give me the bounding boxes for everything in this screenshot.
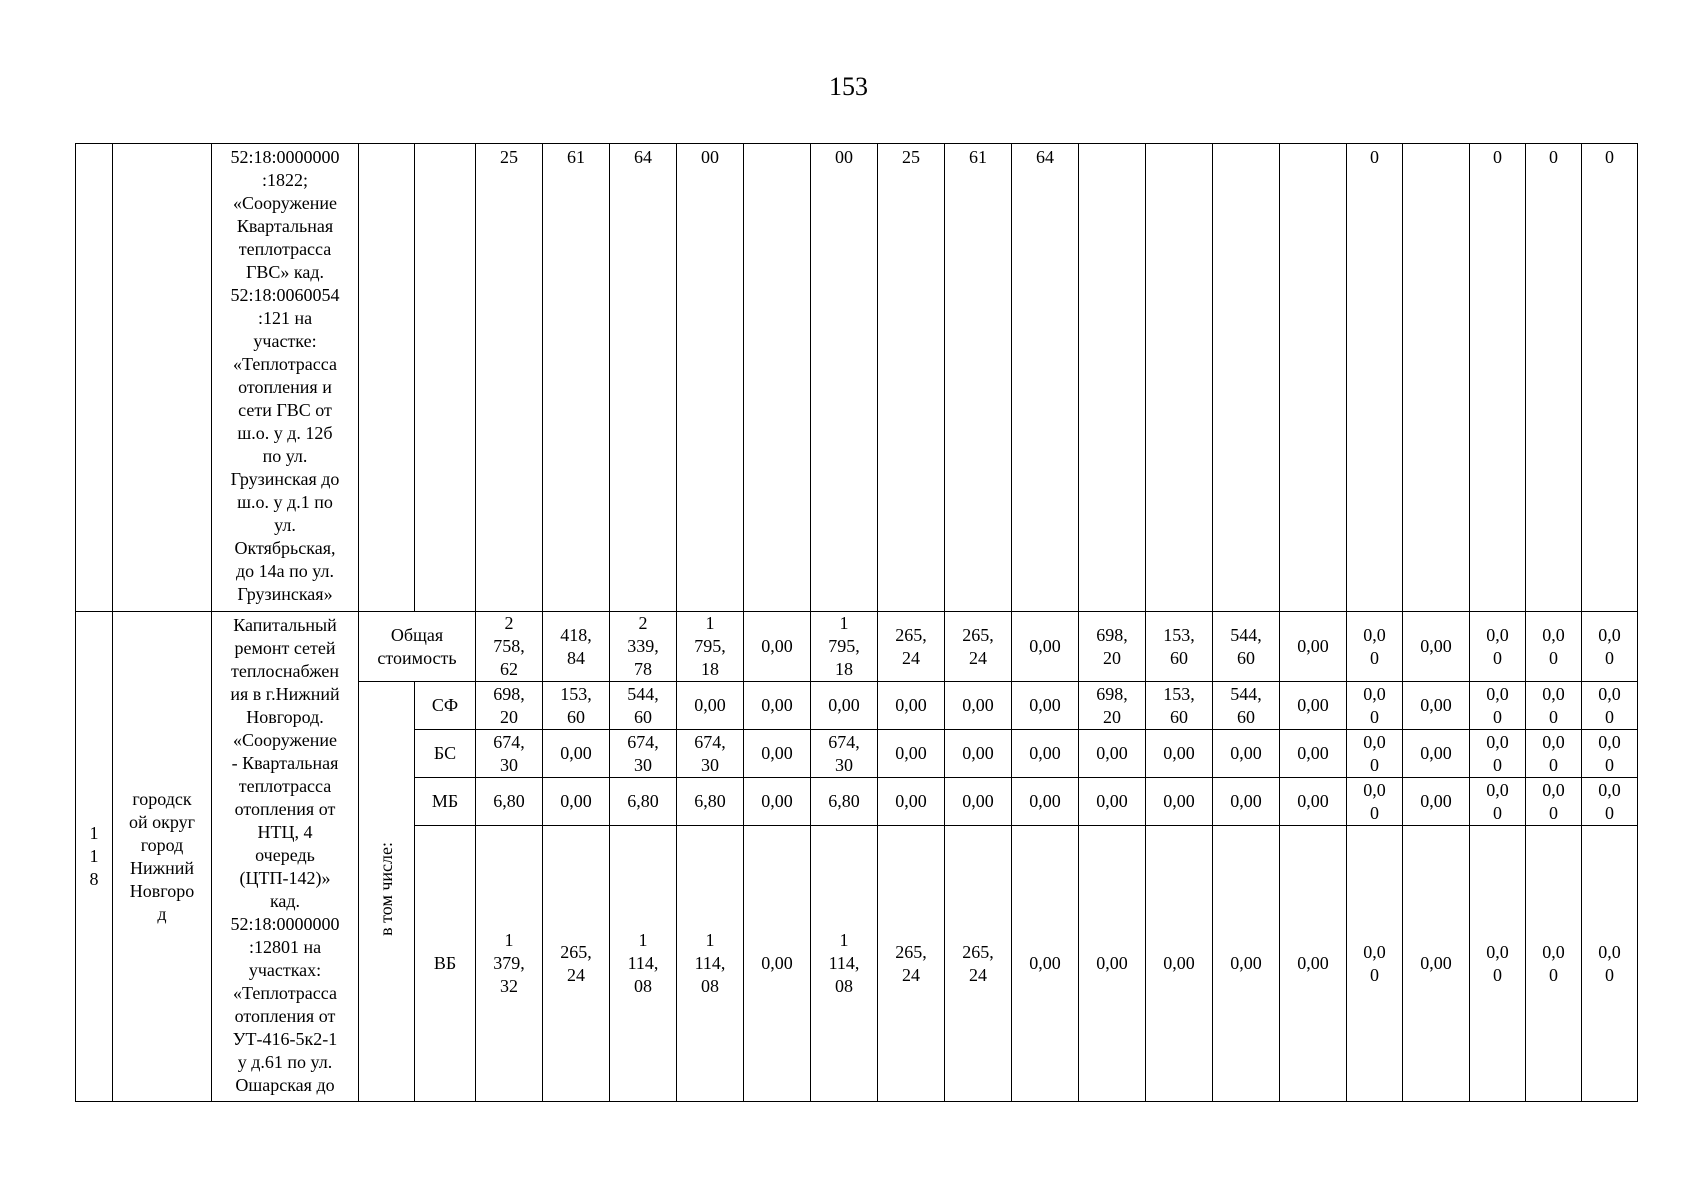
- value-cell: 0,0 0: [1347, 682, 1403, 730]
- value-cell: 64: [1012, 144, 1079, 612]
- value-cell: 0,00: [1079, 826, 1146, 1102]
- value-cell: 265, 24: [945, 612, 1012, 682]
- value-cell: 0,00: [1213, 778, 1280, 826]
- value-cell: 6,80: [476, 778, 543, 826]
- value-cell: 698, 20: [1079, 612, 1146, 682]
- value-cell: 1 114, 08: [610, 826, 677, 1102]
- source-code-cell: ВБ: [415, 826, 476, 1102]
- municipality-cell: [113, 144, 212, 612]
- value-cell: 698, 20: [476, 682, 543, 730]
- value-cell: 25: [476, 144, 543, 612]
- value-cell: 0,00: [744, 826, 811, 1102]
- value-cell: [1280, 144, 1347, 612]
- value-cell: 0,0 0: [1470, 778, 1526, 826]
- value-cell: 0,0 0: [1582, 682, 1638, 730]
- value-cell: 61: [543, 144, 610, 612]
- value-cell: 0,0 0: [1582, 612, 1638, 682]
- value-cell: 0,00: [1403, 826, 1470, 1102]
- value-cell: 0,00: [543, 730, 610, 778]
- value-cell: 0,0 0: [1347, 612, 1403, 682]
- value-cell: 0,00: [1146, 778, 1213, 826]
- value-cell: 0,00: [811, 682, 878, 730]
- value-cell: 0,00: [878, 778, 945, 826]
- value-cell: 0,00: [1403, 612, 1470, 682]
- value-cell: 0,00: [1213, 730, 1280, 778]
- value-cell: 0,0 0: [1582, 730, 1638, 778]
- description-cell: Капитальный ремонт сетей теплоснабжен ия в г.Нижний Новгород. «Сооружение - Квартальная теплотрасса отопления от НТЦ, 4 очередь (ЦТП-142)» кад. 52:18:0000000 :12801 на участках: «Теплотрасса отопления от УТ-416-5к2-1 у д.61 по ул. Ошарская до: [212, 612, 359, 1102]
- source-code-cell: МБ: [415, 778, 476, 826]
- value-cell: 1 114, 08: [811, 826, 878, 1102]
- value-cell: 0,00: [1403, 682, 1470, 730]
- value-cell: 0,00: [744, 612, 811, 682]
- value-cell: 0,0 0: [1470, 612, 1526, 682]
- value-cell: 1 114, 08: [677, 826, 744, 1102]
- value-cell: 0,0 0: [1470, 826, 1526, 1102]
- value-cell: 0,00: [878, 730, 945, 778]
- value-cell: 674, 30: [811, 730, 878, 778]
- value-cell: 0: [1582, 144, 1638, 612]
- municipality-cell: городск ой округ город Нижний Новгоро д: [113, 612, 212, 1102]
- value-cell: 265, 24: [945, 826, 1012, 1102]
- value-cell: 0,00: [945, 682, 1012, 730]
- value-cell: 0,00: [1146, 826, 1213, 1102]
- value-cell: [1213, 144, 1280, 612]
- value-cell: 6,80: [811, 778, 878, 826]
- value-cell: 0,0 0: [1347, 730, 1403, 778]
- value-cell: 0,0 0: [1470, 682, 1526, 730]
- value-cell: 1 795, 18: [811, 612, 878, 682]
- value-cell: 698, 20: [1079, 682, 1146, 730]
- value-cell: 0,00: [1079, 778, 1146, 826]
- including-label-cell: [359, 682, 415, 1102]
- total-label-cell: Общая стоимость: [359, 612, 476, 682]
- value-cell: 1 795, 18: [677, 612, 744, 682]
- value-cell: 0,00: [1403, 730, 1470, 778]
- table-row-total: [76, 612, 1638, 682]
- value-cell: 544, 60: [1213, 612, 1280, 682]
- value-cell: [1146, 144, 1213, 612]
- value-cell: 0,00: [1403, 778, 1470, 826]
- value-cell: 0,0 0: [1526, 682, 1582, 730]
- description-cell: 52:18:0000000 :1822; «Сооружение Квартальная теплотрасса ГВС» кад. 52:18:0060054 :121 на участке: «Теплотрасса отопления и сети ГВС от ш.о. у д. 12б по ул. Грузинская до ш.о. у д.1 по ул. Октябрьская, до 14а по ул. Грузинская»: [212, 144, 359, 612]
- value-cell: 0,00: [945, 730, 1012, 778]
- value-cell: 0,00: [1146, 730, 1213, 778]
- value-cell: 0,0 0: [1526, 612, 1582, 682]
- value-cell: [1079, 144, 1146, 612]
- value-cell: 0,00: [1012, 612, 1079, 682]
- value-cell: 674, 30: [677, 730, 744, 778]
- value-cell: 2 758, 62: [476, 612, 543, 682]
- number-cell: [76, 144, 113, 612]
- value-cell: 00: [677, 144, 744, 612]
- value-cell: 0,0 0: [1347, 778, 1403, 826]
- value-cell: 0,00: [677, 682, 744, 730]
- page-number: 153: [829, 72, 868, 101]
- label-cell: [359, 144, 415, 612]
- value-cell: 0,00: [1012, 778, 1079, 826]
- value-cell: 674, 30: [610, 730, 677, 778]
- value-cell: 0,0 0: [1526, 826, 1582, 1102]
- including-label: в том числе:: [376, 841, 396, 936]
- value-cell: 0,00: [1213, 826, 1280, 1102]
- value-cell: 153, 60: [1146, 612, 1213, 682]
- value-cell: 0,0 0: [1582, 826, 1638, 1102]
- value-cell: 6,80: [610, 778, 677, 826]
- value-cell: 153, 60: [1146, 682, 1213, 730]
- value-cell: 6,80: [677, 778, 744, 826]
- value-cell: 0,00: [744, 778, 811, 826]
- value-cell: 25: [878, 144, 945, 612]
- value-cell: 0,00: [543, 778, 610, 826]
- source-code-cell: СФ: [415, 682, 476, 730]
- financing-table: [75, 143, 1638, 1102]
- row-number-cell: 1 1 8: [76, 612, 113, 1102]
- value-cell: 0,00: [744, 730, 811, 778]
- value-cell: 0,00: [1280, 730, 1347, 778]
- value-cell: [1403, 144, 1470, 612]
- value-cell: 153, 60: [543, 682, 610, 730]
- value-cell: 265, 24: [878, 826, 945, 1102]
- value-cell: 00: [811, 144, 878, 612]
- value-cell: 0,00: [1280, 826, 1347, 1102]
- value-cell: 0,00: [945, 778, 1012, 826]
- value-cell: 544, 60: [610, 682, 677, 730]
- value-cell: 0,0 0: [1526, 730, 1582, 778]
- value-cell: 0: [1347, 144, 1403, 612]
- label-cell: [415, 144, 476, 612]
- value-cell: 0,00: [1012, 682, 1079, 730]
- value-cell: 0,00: [744, 682, 811, 730]
- value-cell: 0,0 0: [1526, 778, 1582, 826]
- value-cell: 0,00: [1079, 730, 1146, 778]
- value-cell: 61: [945, 144, 1012, 612]
- value-cell: 265, 24: [878, 612, 945, 682]
- source-code-cell: БС: [415, 730, 476, 778]
- value-cell: 0,00: [1280, 778, 1347, 826]
- value-cell: 0,00: [878, 682, 945, 730]
- value-cell: 2 339, 78: [610, 612, 677, 682]
- value-cell: 0,00: [1280, 682, 1347, 730]
- value-cell: 0,0 0: [1582, 778, 1638, 826]
- value-cell: 0,0 0: [1470, 730, 1526, 778]
- value-cell: 0,00: [1012, 826, 1079, 1102]
- table-row: [76, 144, 1638, 612]
- value-cell: 1 379, 32: [476, 826, 543, 1102]
- value-cell: 674, 30: [476, 730, 543, 778]
- value-cell: 64: [610, 144, 677, 612]
- value-cell: [744, 144, 811, 612]
- value-cell: 265, 24: [543, 826, 610, 1102]
- value-cell: 544, 60: [1213, 682, 1280, 730]
- value-cell: 0: [1470, 144, 1526, 612]
- value-cell: 418, 84: [543, 612, 610, 682]
- value-cell: 0,0 0: [1347, 826, 1403, 1102]
- value-cell: 0,00: [1012, 730, 1079, 778]
- value-cell: 0: [1526, 144, 1582, 612]
- value-cell: 0,00: [1280, 612, 1347, 682]
